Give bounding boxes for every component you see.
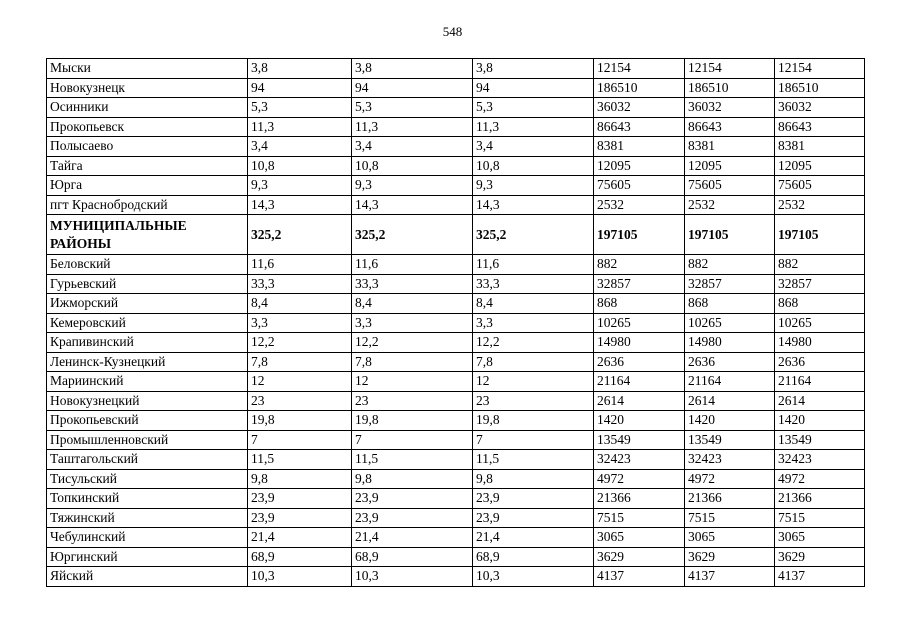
municipality-name-cell: Тяжинский	[47, 508, 248, 528]
table-row	[47, 137, 865, 157]
number-cell-1: 3629	[594, 547, 685, 567]
municipality-name-cell: Тайга	[47, 156, 248, 176]
value-cell-1: 23	[248, 391, 352, 411]
table-row	[47, 59, 865, 79]
value-cell-2: 10,3	[352, 567, 473, 587]
value-cell-2: 11,3	[352, 117, 473, 137]
number-cell-2: 2636	[685, 352, 775, 372]
municipality-name-cell: Мариинский	[47, 372, 248, 392]
table-row	[47, 78, 865, 98]
value-cell-1: 9,8	[248, 469, 352, 489]
value-cell-3: 21,4	[473, 528, 594, 548]
municipality-name-cell: Таштагольский	[47, 450, 248, 470]
value-cell-1: 3,8	[248, 59, 352, 79]
value-cell-3: 11,3	[473, 117, 594, 137]
value-cell-3: 94	[473, 78, 594, 98]
number-cell-1: 197105	[594, 215, 685, 255]
table-row	[47, 274, 865, 294]
table-row	[47, 333, 865, 353]
municipality-name-cell: Осинники	[47, 98, 248, 118]
value-cell-3: 7	[473, 430, 594, 450]
number-cell-2: 868	[685, 294, 775, 314]
value-cell-1: 33,3	[248, 274, 352, 294]
number-cell-3: 868	[775, 294, 865, 314]
number-cell-2: 8381	[685, 137, 775, 157]
municipality-name-cell: Полысаево	[47, 137, 248, 157]
value-cell-2: 9,3	[352, 176, 473, 196]
number-cell-1: 4137	[594, 567, 685, 587]
number-cell-3: 186510	[775, 78, 865, 98]
value-cell-1: 9,3	[248, 176, 352, 196]
number-cell-1: 13549	[594, 430, 685, 450]
table-row	[47, 528, 865, 548]
municipality-name-cell: Крапивинский	[47, 333, 248, 353]
value-cell-3: 7,8	[473, 352, 594, 372]
number-cell-1: 75605	[594, 176, 685, 196]
municipality-name-cell: Кемеровский	[47, 313, 248, 333]
value-cell-1: 10,3	[248, 567, 352, 587]
value-cell-3: 23,9	[473, 489, 594, 509]
value-cell-2: 3,8	[352, 59, 473, 79]
number-cell-3: 7515	[775, 508, 865, 528]
number-cell-3: 3629	[775, 547, 865, 567]
data-table	[46, 58, 865, 587]
number-cell-3: 10265	[775, 313, 865, 333]
value-cell-1: 21,4	[248, 528, 352, 548]
number-cell-2: 4972	[685, 469, 775, 489]
value-cell-1: 325,2	[248, 215, 352, 255]
value-cell-1: 14,3	[248, 195, 352, 215]
value-cell-2: 12	[352, 372, 473, 392]
value-cell-3: 10,3	[473, 567, 594, 587]
value-cell-3: 12,2	[473, 333, 594, 353]
value-cell-2: 9,8	[352, 469, 473, 489]
value-cell-3: 325,2	[473, 215, 594, 255]
value-cell-2: 10,8	[352, 156, 473, 176]
table-row	[47, 352, 865, 372]
value-cell-3: 9,8	[473, 469, 594, 489]
number-cell-2: 13549	[685, 430, 775, 450]
value-cell-2: 23,9	[352, 489, 473, 509]
number-cell-3: 3065	[775, 528, 865, 548]
value-cell-3: 14,3	[473, 195, 594, 215]
value-cell-1: 10,8	[248, 156, 352, 176]
municipality-name-cell: Юргинский	[47, 547, 248, 567]
number-cell-2: 1420	[685, 411, 775, 431]
number-cell-2: 75605	[685, 176, 775, 196]
value-cell-1: 3,4	[248, 137, 352, 157]
number-cell-3: 2636	[775, 352, 865, 372]
value-cell-3: 11,5	[473, 450, 594, 470]
value-cell-2: 11,6	[352, 255, 473, 275]
municipality-name-cell: Ижморский	[47, 294, 248, 314]
value-cell-2: 7,8	[352, 352, 473, 372]
value-cell-2: 14,3	[352, 195, 473, 215]
value-cell-3: 10,8	[473, 156, 594, 176]
table-row	[47, 255, 865, 275]
value-cell-3: 12	[473, 372, 594, 392]
number-cell-3: 4137	[775, 567, 865, 587]
number-cell-3: 12095	[775, 156, 865, 176]
municipality-name-cell: Чебулинский	[47, 528, 248, 548]
number-cell-1: 10265	[594, 313, 685, 333]
number-cell-1: 2636	[594, 352, 685, 372]
table-row	[47, 98, 865, 118]
value-cell-1: 12	[248, 372, 352, 392]
number-cell-2: 12154	[685, 59, 775, 79]
value-cell-2: 19,8	[352, 411, 473, 431]
number-cell-1: 12095	[594, 156, 685, 176]
value-cell-1: 7	[248, 430, 352, 450]
number-cell-2: 7515	[685, 508, 775, 528]
table-row	[47, 508, 865, 528]
table-row	[47, 567, 865, 587]
number-cell-2: 14980	[685, 333, 775, 353]
value-cell-1: 7,8	[248, 352, 352, 372]
number-cell-1: 882	[594, 255, 685, 275]
number-cell-2: 882	[685, 255, 775, 275]
municipality-name-cell: Юрга	[47, 176, 248, 196]
value-cell-2: 325,2	[352, 215, 473, 255]
table-body	[47, 59, 865, 587]
value-cell-2: 12,2	[352, 333, 473, 353]
value-cell-2: 3,3	[352, 313, 473, 333]
number-cell-1: 36032	[594, 98, 685, 118]
value-cell-3: 23	[473, 391, 594, 411]
number-cell-2: 2532	[685, 195, 775, 215]
table-row	[47, 313, 865, 333]
number-cell-3: 21164	[775, 372, 865, 392]
number-cell-1: 4972	[594, 469, 685, 489]
number-cell-1: 32857	[594, 274, 685, 294]
value-cell-1: 19,8	[248, 411, 352, 431]
number-cell-1: 1420	[594, 411, 685, 431]
value-cell-1: 94	[248, 78, 352, 98]
number-cell-2: 10265	[685, 313, 775, 333]
number-cell-1: 7515	[594, 508, 685, 528]
table-row	[47, 450, 865, 470]
value-cell-1: 11,6	[248, 255, 352, 275]
table-row	[47, 176, 865, 196]
value-cell-3: 3,8	[473, 59, 594, 79]
value-cell-3: 11,6	[473, 255, 594, 275]
value-cell-2: 7	[352, 430, 473, 450]
municipality-name-cell: Беловский	[47, 255, 248, 275]
number-cell-1: 14980	[594, 333, 685, 353]
number-cell-2: 2614	[685, 391, 775, 411]
table-row	[47, 411, 865, 431]
value-cell-2: 94	[352, 78, 473, 98]
number-cell-1: 3065	[594, 528, 685, 548]
municipality-name-cell: Ленинск-Кузнецкий	[47, 352, 248, 372]
municipality-name-cell: Новокузнецкий	[47, 391, 248, 411]
number-cell-3: 197105	[775, 215, 865, 255]
number-cell-3: 2532	[775, 195, 865, 215]
municipality-name-cell: МУНИЦИПАЛЬНЫЕ РАЙОНЫ	[47, 215, 248, 255]
value-cell-3: 9,3	[473, 176, 594, 196]
value-cell-2: 23	[352, 391, 473, 411]
municipality-name-cell: Тисульский	[47, 469, 248, 489]
value-cell-3: 19,8	[473, 411, 594, 431]
number-cell-1: 12154	[594, 59, 685, 79]
value-cell-3: 23,9	[473, 508, 594, 528]
value-cell-1: 11,3	[248, 117, 352, 137]
municipality-name-cell: Прокопьевский	[47, 411, 248, 431]
value-cell-3: 33,3	[473, 274, 594, 294]
value-cell-1: 12,2	[248, 333, 352, 353]
number-cell-1: 86643	[594, 117, 685, 137]
number-cell-3: 1420	[775, 411, 865, 431]
number-cell-2: 32423	[685, 450, 775, 470]
municipality-name-cell: Прокопьевск	[47, 117, 248, 137]
value-cell-1: 5,3	[248, 98, 352, 118]
table-row	[47, 372, 865, 392]
municipality-name-cell: Промышленновский	[47, 430, 248, 450]
value-cell-2: 68,9	[352, 547, 473, 567]
number-cell-1: 8381	[594, 137, 685, 157]
value-cell-2: 11,5	[352, 450, 473, 470]
municipality-name-cell: Яйский	[47, 567, 248, 587]
value-cell-2: 33,3	[352, 274, 473, 294]
table-row	[47, 547, 865, 567]
value-cell-2: 21,4	[352, 528, 473, 548]
number-cell-1: 186510	[594, 78, 685, 98]
value-cell-3: 3,4	[473, 137, 594, 157]
number-cell-3: 8381	[775, 137, 865, 157]
number-cell-2: 21366	[685, 489, 775, 509]
value-cell-2: 5,3	[352, 98, 473, 118]
value-cell-3: 3,3	[473, 313, 594, 333]
municipality-name-cell: Мыски	[47, 59, 248, 79]
number-cell-2: 3629	[685, 547, 775, 567]
table-row	[47, 117, 865, 137]
table-row	[47, 489, 865, 509]
value-cell-1: 23,9	[248, 489, 352, 509]
value-cell-1: 23,9	[248, 508, 352, 528]
value-cell-3: 8,4	[473, 294, 594, 314]
number-cell-1: 32423	[594, 450, 685, 470]
number-cell-2: 32857	[685, 274, 775, 294]
value-cell-1: 68,9	[248, 547, 352, 567]
number-cell-3: 2614	[775, 391, 865, 411]
municipality-name-cell: пгт Краснобродский	[47, 195, 248, 215]
number-cell-1: 2532	[594, 195, 685, 215]
number-cell-3: 12154	[775, 59, 865, 79]
number-cell-2: 36032	[685, 98, 775, 118]
value-cell-3: 68,9	[473, 547, 594, 567]
table-row	[47, 430, 865, 450]
value-cell-3: 5,3	[473, 98, 594, 118]
number-cell-3: 86643	[775, 117, 865, 137]
number-cell-2: 197105	[685, 215, 775, 255]
table-row	[47, 391, 865, 411]
number-cell-3: 14980	[775, 333, 865, 353]
table-row	[47, 195, 865, 215]
municipality-name-cell: Топкинский	[47, 489, 248, 509]
table-row	[47, 156, 865, 176]
number-cell-3: 13549	[775, 430, 865, 450]
table-section-row	[47, 215, 865, 255]
number-cell-2: 12095	[685, 156, 775, 176]
value-cell-2: 3,4	[352, 137, 473, 157]
number-cell-3: 36032	[775, 98, 865, 118]
number-cell-2: 4137	[685, 567, 775, 587]
number-cell-3: 32423	[775, 450, 865, 470]
value-cell-1: 3,3	[248, 313, 352, 333]
number-cell-1: 868	[594, 294, 685, 314]
value-cell-2: 8,4	[352, 294, 473, 314]
number-cell-1: 21366	[594, 489, 685, 509]
table-row	[47, 469, 865, 489]
number-cell-2: 3065	[685, 528, 775, 548]
number-cell-3: 21366	[775, 489, 865, 509]
page-number: 548	[442, 24, 463, 39]
number-cell-1: 21164	[594, 372, 685, 392]
number-cell-3: 4972	[775, 469, 865, 489]
number-cell-2: 86643	[685, 117, 775, 137]
number-cell-3: 32857	[775, 274, 865, 294]
value-cell-2: 23,9	[352, 508, 473, 528]
municipality-name-cell: Гурьевский	[47, 274, 248, 294]
municipality-name-cell: Новокузнецк	[47, 78, 248, 98]
number-cell-3: 882	[775, 255, 865, 275]
number-cell-3: 75605	[775, 176, 865, 196]
number-cell-2: 21164	[685, 372, 775, 392]
value-cell-1: 8,4	[248, 294, 352, 314]
table-row	[47, 294, 865, 314]
number-cell-2: 186510	[685, 78, 775, 98]
value-cell-1: 11,5	[248, 450, 352, 470]
number-cell-1: 2614	[594, 391, 685, 411]
